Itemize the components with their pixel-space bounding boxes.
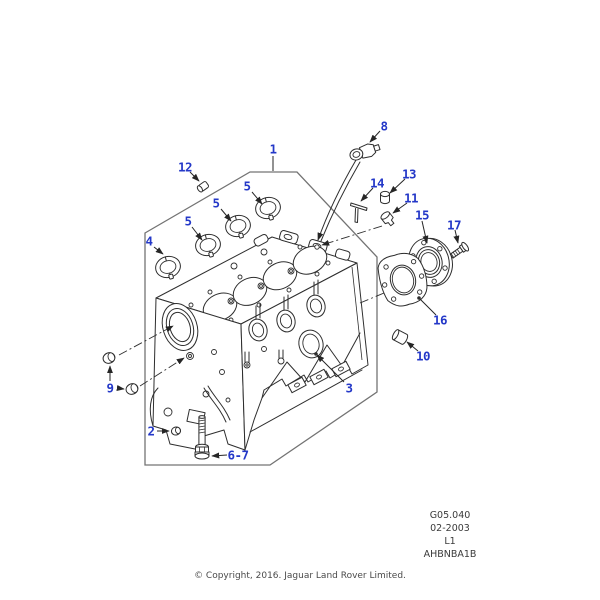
callout-9[interactable]: 9 [106, 380, 114, 396]
callout-17[interactable]: 17 [446, 217, 462, 233]
callout-6-7[interactable]: 6-7 [227, 447, 249, 463]
part-10-cup-plug[interactable] [391, 329, 409, 345]
part-14-key[interactable] [351, 203, 368, 223]
part-17-bolt[interactable] [449, 241, 470, 260]
part-9-plug[interactable] [102, 351, 117, 365]
engine-block-drawing[interactable] [150, 230, 368, 450]
callout-1[interactable]: 1 [269, 141, 277, 157]
callout-15[interactable]: 15 [414, 207, 430, 223]
drawing-info-box [392, 509, 508, 561]
callout-14[interactable]: 14 [369, 175, 385, 191]
part-9-plug[interactable] [125, 382, 140, 396]
callout-5[interactable]: 5 [212, 195, 220, 211]
part-12-plug[interactable] [196, 181, 209, 193]
part-5-bearing-shell[interactable] [193, 232, 223, 260]
callout-16[interactable]: 16 [432, 312, 448, 328]
callout-11[interactable]: 11 [403, 190, 419, 206]
callout-12[interactable]: 12 [177, 159, 193, 175]
part-4-bearing-shell[interactable] [153, 254, 183, 282]
copyright-text: © Copyright, 2016. Jaguar Land Rover Limited. [194, 571, 406, 581]
revision-date: 02-2003 [430, 523, 470, 534]
callout-2[interactable]: 2 [147, 423, 155, 439]
callout-5[interactable]: 5 [243, 178, 251, 194]
part-8-sensor[interactable] [318, 141, 381, 241]
catalog-code: AHBNBA1B [423, 549, 477, 560]
callout-3[interactable]: 3 [345, 380, 353, 396]
callout-5[interactable]: 5 [184, 213, 192, 229]
callout-13[interactable]: 13 [401, 166, 417, 182]
callout-10[interactable]: 10 [415, 348, 431, 364]
callout-8[interactable]: 8 [380, 118, 388, 134]
part-13-bush[interactable] [381, 191, 390, 203]
sheet-code: L1 [444, 536, 456, 547]
drawing-number: G05.040 [429, 510, 471, 521]
callout-4[interactable]: 4 [145, 233, 153, 249]
